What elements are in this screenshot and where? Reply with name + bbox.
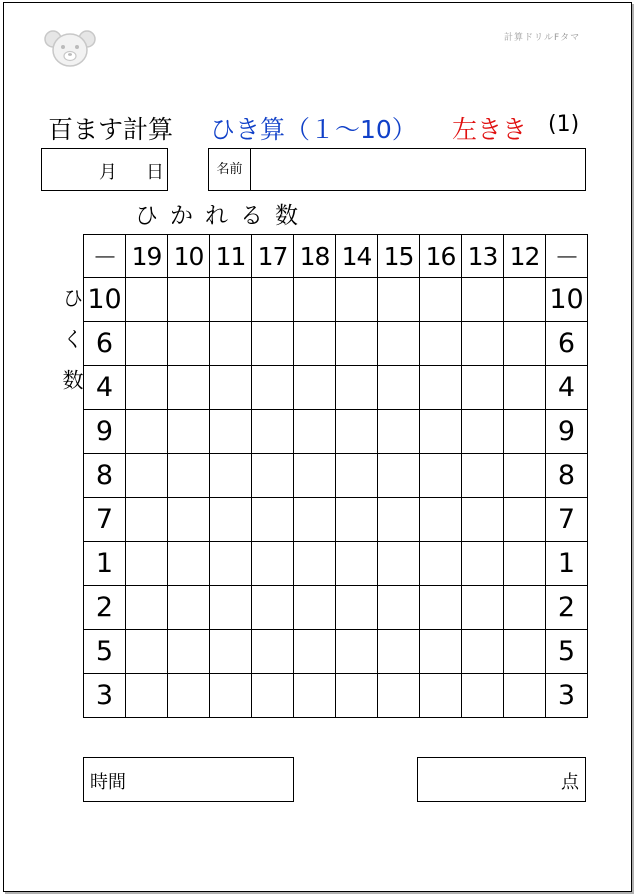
answer-cell[interactable] xyxy=(168,454,210,498)
answer-cell[interactable] xyxy=(378,630,420,674)
worksheet-title xyxy=(48,110,588,142)
answer-cell[interactable] xyxy=(378,674,420,718)
answer-cell[interactable] xyxy=(420,674,462,718)
answer-cell[interactable] xyxy=(168,410,210,454)
answer-cell[interactable] xyxy=(504,586,546,630)
answer-cell[interactable] xyxy=(252,542,294,586)
subtrahend-cell-left: 6 xyxy=(84,322,126,366)
grid-row xyxy=(84,498,588,542)
subtrahend-cell-left: 3 xyxy=(84,674,126,718)
answer-cell[interactable] xyxy=(378,454,420,498)
grid-row xyxy=(84,322,588,366)
answer-cell[interactable] xyxy=(294,410,336,454)
month-label: 月 xyxy=(99,162,117,183)
answer-cell[interactable] xyxy=(168,674,210,718)
time-label: 時間 xyxy=(90,772,126,793)
answer-cell[interactable] xyxy=(420,630,462,674)
answer-cell[interactable] xyxy=(294,278,336,322)
answer-cell[interactable] xyxy=(126,278,168,322)
subtrahend-cell-right: 2 xyxy=(546,586,588,630)
answer-cell[interactable] xyxy=(294,366,336,410)
answer-cell[interactable] xyxy=(462,674,504,718)
answer-cell[interactable] xyxy=(336,674,378,718)
answer-cell[interactable] xyxy=(252,498,294,542)
subtrahend-cell-left: 7 xyxy=(84,498,126,542)
answer-cell[interactable] xyxy=(462,586,504,630)
minuend-cell: 11 xyxy=(210,235,252,278)
answer-cell[interactable] xyxy=(210,322,252,366)
minuend-cell: 14 xyxy=(336,235,378,278)
answer-cell[interactable] xyxy=(126,498,168,542)
answer-cell[interactable] xyxy=(336,322,378,366)
answer-cell[interactable] xyxy=(252,410,294,454)
answer-cell[interactable] xyxy=(462,366,504,410)
grid-row xyxy=(84,674,588,718)
date-field[interactable] xyxy=(41,148,168,191)
answer-cell[interactable] xyxy=(378,410,420,454)
title-main: 百ます計算 xyxy=(48,115,174,144)
subtrahend-cell-left: 4 xyxy=(84,366,126,410)
minuend-cell: 19 xyxy=(126,235,168,278)
score-label: 点 xyxy=(561,772,579,793)
answer-cell[interactable] xyxy=(210,366,252,410)
answer-cell[interactable] xyxy=(252,278,294,322)
answer-cell[interactable] xyxy=(210,454,252,498)
answer-cell[interactable] xyxy=(210,410,252,454)
answer-cell[interactable] xyxy=(504,366,546,410)
subtrahend-cell-left: 8 xyxy=(84,454,126,498)
grid-row xyxy=(84,366,588,410)
grid-row xyxy=(84,586,588,630)
answer-cell[interactable] xyxy=(252,630,294,674)
answer-cell[interactable] xyxy=(126,674,168,718)
answer-cell[interactable] xyxy=(126,630,168,674)
answer-cell[interactable] xyxy=(294,674,336,718)
subtrahend-cell-right: 1 xyxy=(546,542,588,586)
bear-face-icon xyxy=(44,29,96,69)
answer-cell[interactable] xyxy=(378,366,420,410)
answer-cell[interactable] xyxy=(378,542,420,586)
brand-label: 計算ドリルFタマ xyxy=(504,33,581,43)
subtrahend-cell-right: 4 xyxy=(546,366,588,410)
minuend-axis-label: ひかれる数 xyxy=(135,203,310,229)
answer-cell[interactable] xyxy=(420,366,462,410)
answer-cell[interactable] xyxy=(420,542,462,586)
name-label: 名前 xyxy=(209,149,251,190)
answer-cell[interactable] xyxy=(420,410,462,454)
answer-cell[interactable] xyxy=(336,630,378,674)
answer-cell[interactable] xyxy=(420,322,462,366)
answer-cell[interactable] xyxy=(420,454,462,498)
minuend-cell: 17 xyxy=(252,235,294,278)
answer-cell[interactable] xyxy=(420,278,462,322)
answer-cell[interactable] xyxy=(210,542,252,586)
grid-row xyxy=(84,454,588,498)
grid-row xyxy=(84,630,588,674)
answer-cell[interactable] xyxy=(420,586,462,630)
answer-cell[interactable] xyxy=(168,498,210,542)
subtrahend-cell-left: 10 xyxy=(84,278,126,322)
answer-cell[interactable] xyxy=(252,322,294,366)
answer-cell[interactable] xyxy=(168,366,210,410)
answer-cell[interactable] xyxy=(504,542,546,586)
subtrahend-axis-text: ひく数 xyxy=(60,287,84,410)
minus-sign-left: － xyxy=(84,235,126,278)
title-subject: ひき算（１～10） xyxy=(210,115,417,144)
answer-cell[interactable] xyxy=(336,542,378,586)
answer-cell[interactable] xyxy=(294,498,336,542)
score-field[interactable] xyxy=(417,757,586,802)
grid-row xyxy=(84,278,588,322)
answer-cell[interactable] xyxy=(126,586,168,630)
answer-cell[interactable] xyxy=(336,586,378,630)
answer-cell[interactable] xyxy=(504,322,546,366)
subtrahend-cell-right: 8 xyxy=(546,454,588,498)
hundred-cell-grid xyxy=(83,234,588,718)
subtrahend-cell-right: 5 xyxy=(546,630,588,674)
answer-cell[interactable] xyxy=(126,454,168,498)
answer-cell[interactable] xyxy=(504,674,546,718)
answer-cell[interactable] xyxy=(168,586,210,630)
title-number: (1) xyxy=(548,112,580,137)
answer-cell[interactable] xyxy=(378,586,420,630)
answer-cell[interactable] xyxy=(210,278,252,322)
subtrahend-cell-left: 9 xyxy=(84,410,126,454)
time-field[interactable] xyxy=(83,757,294,802)
answer-cell[interactable] xyxy=(378,498,420,542)
minuend-cell: 18 xyxy=(294,235,336,278)
subtrahend-cell-right: 9 xyxy=(546,410,588,454)
minuend-header-row xyxy=(84,235,588,278)
answer-cell[interactable] xyxy=(462,542,504,586)
answer-cell[interactable] xyxy=(294,454,336,498)
minuend-cell: 12 xyxy=(504,235,546,278)
answer-cell[interactable] xyxy=(126,410,168,454)
answer-cell[interactable] xyxy=(420,498,462,542)
answer-cell[interactable] xyxy=(462,410,504,454)
answer-cell[interactable] xyxy=(252,586,294,630)
answer-cell[interactable] xyxy=(462,278,504,322)
answer-cell[interactable] xyxy=(462,630,504,674)
answer-cell[interactable] xyxy=(210,498,252,542)
answer-cell[interactable] xyxy=(504,630,546,674)
answer-cell[interactable] xyxy=(210,630,252,674)
subtrahend-cell-right: 3 xyxy=(546,674,588,718)
answer-cell[interactable] xyxy=(210,674,252,718)
subtrahend-cell-right: 10 xyxy=(546,278,588,322)
day-label: 日 xyxy=(146,162,164,183)
minus-sign-right: － xyxy=(546,235,588,278)
answer-cell[interactable] xyxy=(504,498,546,542)
subtrahend-cell-right: 7 xyxy=(546,498,588,542)
answer-cell[interactable] xyxy=(294,322,336,366)
minuend-cell: 13 xyxy=(462,235,504,278)
answer-cell[interactable] xyxy=(168,542,210,586)
answer-cell[interactable] xyxy=(336,410,378,454)
answer-cell[interactable] xyxy=(378,278,420,322)
subtrahend-cell-left: 2 xyxy=(84,586,126,630)
answer-cell[interactable] xyxy=(336,454,378,498)
name-field[interactable] xyxy=(208,148,586,191)
answer-cell[interactable] xyxy=(504,410,546,454)
answer-cell[interactable] xyxy=(126,542,168,586)
answer-cell[interactable] xyxy=(378,322,420,366)
minuend-cell: 15 xyxy=(378,235,420,278)
answer-cell[interactable] xyxy=(336,366,378,410)
answer-cell[interactable] xyxy=(252,674,294,718)
answer-cell[interactable] xyxy=(126,322,168,366)
answer-cell[interactable] xyxy=(336,278,378,322)
answer-cell[interactable] xyxy=(462,322,504,366)
answer-cell[interactable] xyxy=(126,366,168,410)
answer-cell[interactable] xyxy=(462,454,504,498)
answer-cell[interactable] xyxy=(504,278,546,322)
answer-cell[interactable] xyxy=(462,498,504,542)
answer-cell[interactable] xyxy=(168,322,210,366)
answer-cell[interactable] xyxy=(294,542,336,586)
minuend-cell: 16 xyxy=(420,235,462,278)
answer-cell[interactable] xyxy=(252,454,294,498)
answer-cell[interactable] xyxy=(294,630,336,674)
answer-cell[interactable] xyxy=(168,278,210,322)
answer-cell[interactable] xyxy=(294,586,336,630)
subtrahend-axis-label xyxy=(50,287,84,410)
answer-cell[interactable] xyxy=(252,366,294,410)
subtrahend-cell-right: 6 xyxy=(546,322,588,366)
answer-cell[interactable] xyxy=(168,630,210,674)
answer-cell[interactable] xyxy=(336,498,378,542)
grid-row xyxy=(84,542,588,586)
title-handedness: 左きき xyxy=(452,115,528,144)
minuend-cell: 10 xyxy=(168,235,210,278)
subtrahend-cell-left: 5 xyxy=(84,630,126,674)
grid-row xyxy=(84,410,588,454)
answer-cell[interactable] xyxy=(210,586,252,630)
answer-cell[interactable] xyxy=(504,454,546,498)
subtrahend-cell-left: 1 xyxy=(84,542,126,586)
